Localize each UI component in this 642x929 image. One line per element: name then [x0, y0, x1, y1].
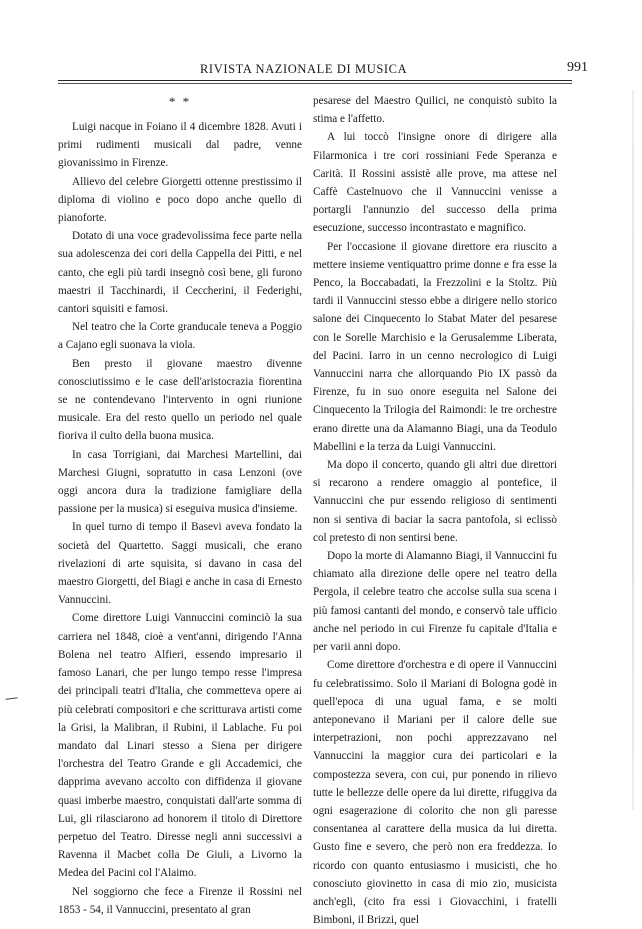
paragraph-continued: pesarese del Maestro Quilici, ne conquistò subito la stima e l'affetto. — [313, 95, 557, 126]
running-header — [60, 58, 630, 78]
paragraph: Dopo la morte di Alamanno Biagi, il Vannuccini fu chiamato alla direzione delle opere nel teatro della Pergola, il celebre teatro che accolse sulla sua scena i più famosi cantanti del mondo, e conservò tale ufficio anche nel periodo in cui Firenze fu capitale d'Italia e per varii anni dopo. — [313, 550, 557, 654]
scan-page-edge — [632, 90, 634, 810]
paragraph: Nel teatro che la Corte granducale teneva a Poggio a Cajano egli suonava la viola. — [58, 321, 302, 352]
header-rule-thin — [58, 83, 572, 84]
paragraph: In casa Torrigiani, dai Marchesi Martellini, dai Marchesi Giugni, sopratutto in casa Lenzoni (ove oggi ancora dura la tradizione famigliare della passione per la musica) si eseguiva musica d'insieme. — [58, 448, 302, 516]
paragraph: Dotato di una voce gradevolissima fece parte nella sua adolescenza dei cori della Cappella dei Pitti, e nel canto, che egli più tardi insegnò così bene, gli furono maestri il Tacchinardi, il Ceccherini, il Federighi, cantori squisiti e famosi. — [58, 230, 302, 316]
paragraph: Allievo del celebre Giorgetti ottenne prestissimo il diploma di violino e poco dopo anche quello di pianoforte. — [58, 175, 302, 225]
paragraph: Luigi nacque in Foiano il 4 dicembre 1828. Avuti i primi rudimenti musicali dal padre, venne giovanissimo in Firenze. — [58, 121, 302, 170]
page-number: 991 — [567, 60, 588, 75]
paragraph: Per l'occasione il giovane direttore era riuscito a mettere insieme ventiquattro prime donne e fra esse la Penco, la Boccabadati, la Frezzolini e la Stoltz. Più tardi il Vannuccini stesso ebbe a dirigere nello storico salone dei Cinquecento lo Stabat Mater del pesarese con le Sorelle Marchisio e la Gerusalemme Liberata, del Pacini. Iarro in un cenno necrologico di Luigi Vannuccini narra che allorquando Pio IX passò da Firenze, fu in suo onore eseguita nel Salone dei Cinquecento la Trilogia del Raimondi: le tre orchestre erano dirette una da Alamanno Biagi, una da Teodulo Mabellini e la terza da Luigi Vannuccini. — [313, 240, 557, 453]
paragraph: Nel soggiorno che fece a Firenze il Rossini nel 1853 - 54, il Vannuccini, presentato al gran — [58, 885, 302, 916]
journal-title: RIVISTA NAZIONALE DI MUSICA — [200, 62, 408, 76]
paragraph: In quel turno di tempo il Basevi aveva fondato la società del Quartetto. Saggi musicali, che erano rivelazioni di arte squisita, si davano in casa del maestro Giorgetti, del Biagi e anche in casa di Ernesto Vannuccini. — [58, 521, 302, 607]
section-mark: * * — [168, 94, 192, 109]
header-rule — [58, 80, 572, 81]
left-column — [58, 92, 302, 919]
paragraph: Ma dopo il concerto, quando gli altri due direttori si recarono a rendere omaggio al pontefice, il Vannuccini che pur essendo religioso di sentimenti non si sentiva di baciar la sacra pantofola, si eclissò col pretesto di non sentirsi bene. — [313, 459, 557, 544]
paragraph: Come direttore Luigi Vannuccini cominciò la sua carriera nel 1848, cioè a vent'anni, dirigendo l'Anna Bolena nel teatro Alfieri, essendo impresario il famoso Lanari, che per lungo tempo resse l'impresa dei principali teatri d'Italia, che commetteva opere ai più celebrati compositori e che scritturava artisti come la Grisi, la Malibran, il Rubini, il Lablache. Fu poi mandato dal Linari stesso a Siena per dirigere l'orchestra del Teatro Grande e gli Accademici, che dapprima avevano accolto con diffidenza il giovane quasi imberbe maestro, conquistati dall'arte somma di Lui, gli rilasciarono ad honorem il titolo di Direttore perpetuo del Teatro. Diresse negli anni successivi a Ravenna il Macbet colla De Giuli, a Livorno la Medea del Pacini col l'Alaimo. — [58, 612, 302, 880]
right-column — [313, 92, 557, 929]
paragraph: Come direttore d'orchestra e di opere il Vannuccini fu celebratissimo. Solo il Mariani di Bologna godè in quell'epoca di una ugual fama, e se molti anteponevano il Mariani per il calore delle sue interpetrazioni, non pochi apprezzavano nel Vannuccini la maggior cura dei particolari e la compostezza severa, con cui, pur ponendo in rilievo tutte le bellezze delle opere da lui dirette, rifuggiva da ogni esagerazione di colorito che non gli paresse consentanea al carattere della musica da lui diretta. Gusto fine e severo, che però non era freddezza. Io ricordo con quanto entusiasmo i musicisti, che ho conosciuto giovinetto in casa di mio zio, musicista anch'egli, (cito fra essi i Giovacchini, i fratelli Bimboni, il Brizzi, quel — [313, 659, 557, 927]
section-asterism — [58, 94, 302, 109]
margin-pencil-mark — [6, 697, 19, 706]
paragraph: Ben presto il giovane maestro divenne conosciutissimo e le case dell'aristocrazia fiorentina se ne contendevano l'intervento in ogni riunione musicale. Era del resto quello un periodo nel quale fioriva il culto della buona musica. — [58, 357, 302, 443]
paragraph: A lui toccò l'insigne onore di dirigere alla Filarmonica i tre cori rossiniani Fede Speranza e Carità. Il Rossini assistè alle prove, ma attese nel Caffè Castelnuovo che il Vannuccini venisse a portargli l'annunzio del successo della prima esecuzione, successo incontrastato e magnifico. — [313, 131, 557, 235]
